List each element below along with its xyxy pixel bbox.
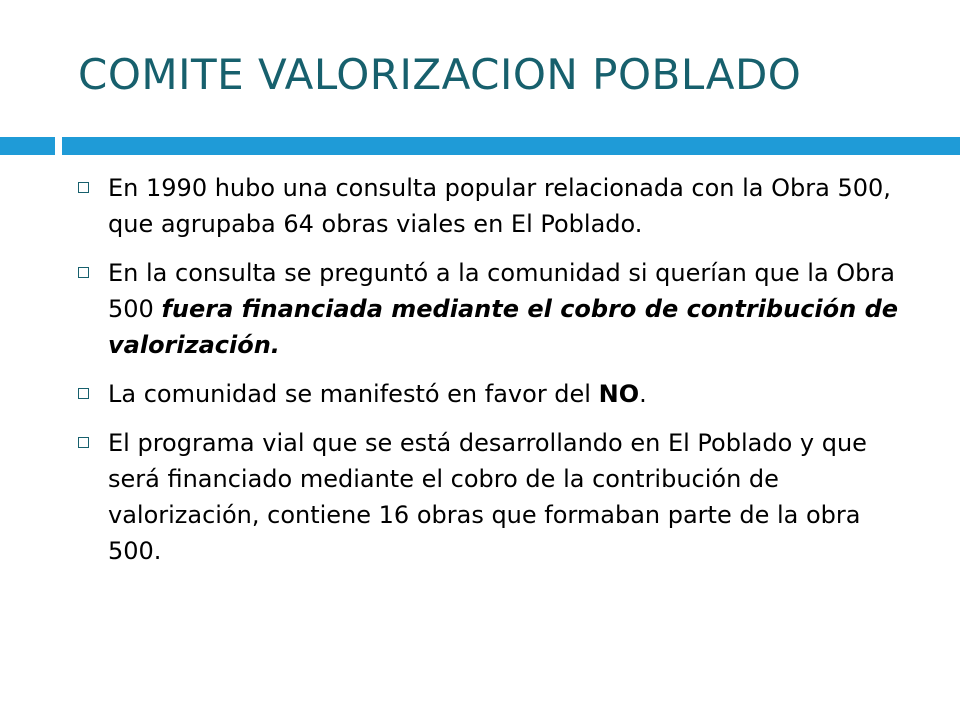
accent-bar-left [0, 137, 55, 155]
hollow-square-icon [78, 182, 89, 193]
bullet-text-end: . [639, 380, 647, 408]
bullet-item-1 [78, 170, 918, 242]
bullet-emphasis: fuera financiada mediante el cobro de contribución de valorización. [108, 295, 899, 359]
hollow-square-icon [78, 388, 89, 399]
bullet-text: En la consulta se preguntó a la comunidad si querían que la Obra 500 [108, 259, 895, 323]
bullet-item-3 [78, 376, 918, 412]
hollow-square-icon [78, 267, 89, 278]
accent-bar-right [62, 137, 960, 155]
hollow-square-icon [78, 437, 89, 448]
slide-title: COMITE VALORIZACION POBLADO [78, 50, 802, 99]
bullet-item-4 [78, 425, 918, 569]
bullet-text: El programa vial que se está desarrollando en El Poblado y que será financiado mediante el cobro de la contribución de valorización, contiene 16 obras que formaban parte de la obra 500. [108, 429, 867, 565]
bullet-item-2 [78, 255, 918, 363]
bullet-strong: NO [598, 380, 640, 408]
bullet-list [78, 170, 918, 582]
bullet-text: En 1990 hubo una consulta popular relacionada con la Obra 500, que agrupaba 64 obras viales en El Poblado. [108, 174, 891, 238]
bullet-text: La comunidad se manifestó en favor del [108, 380, 599, 408]
